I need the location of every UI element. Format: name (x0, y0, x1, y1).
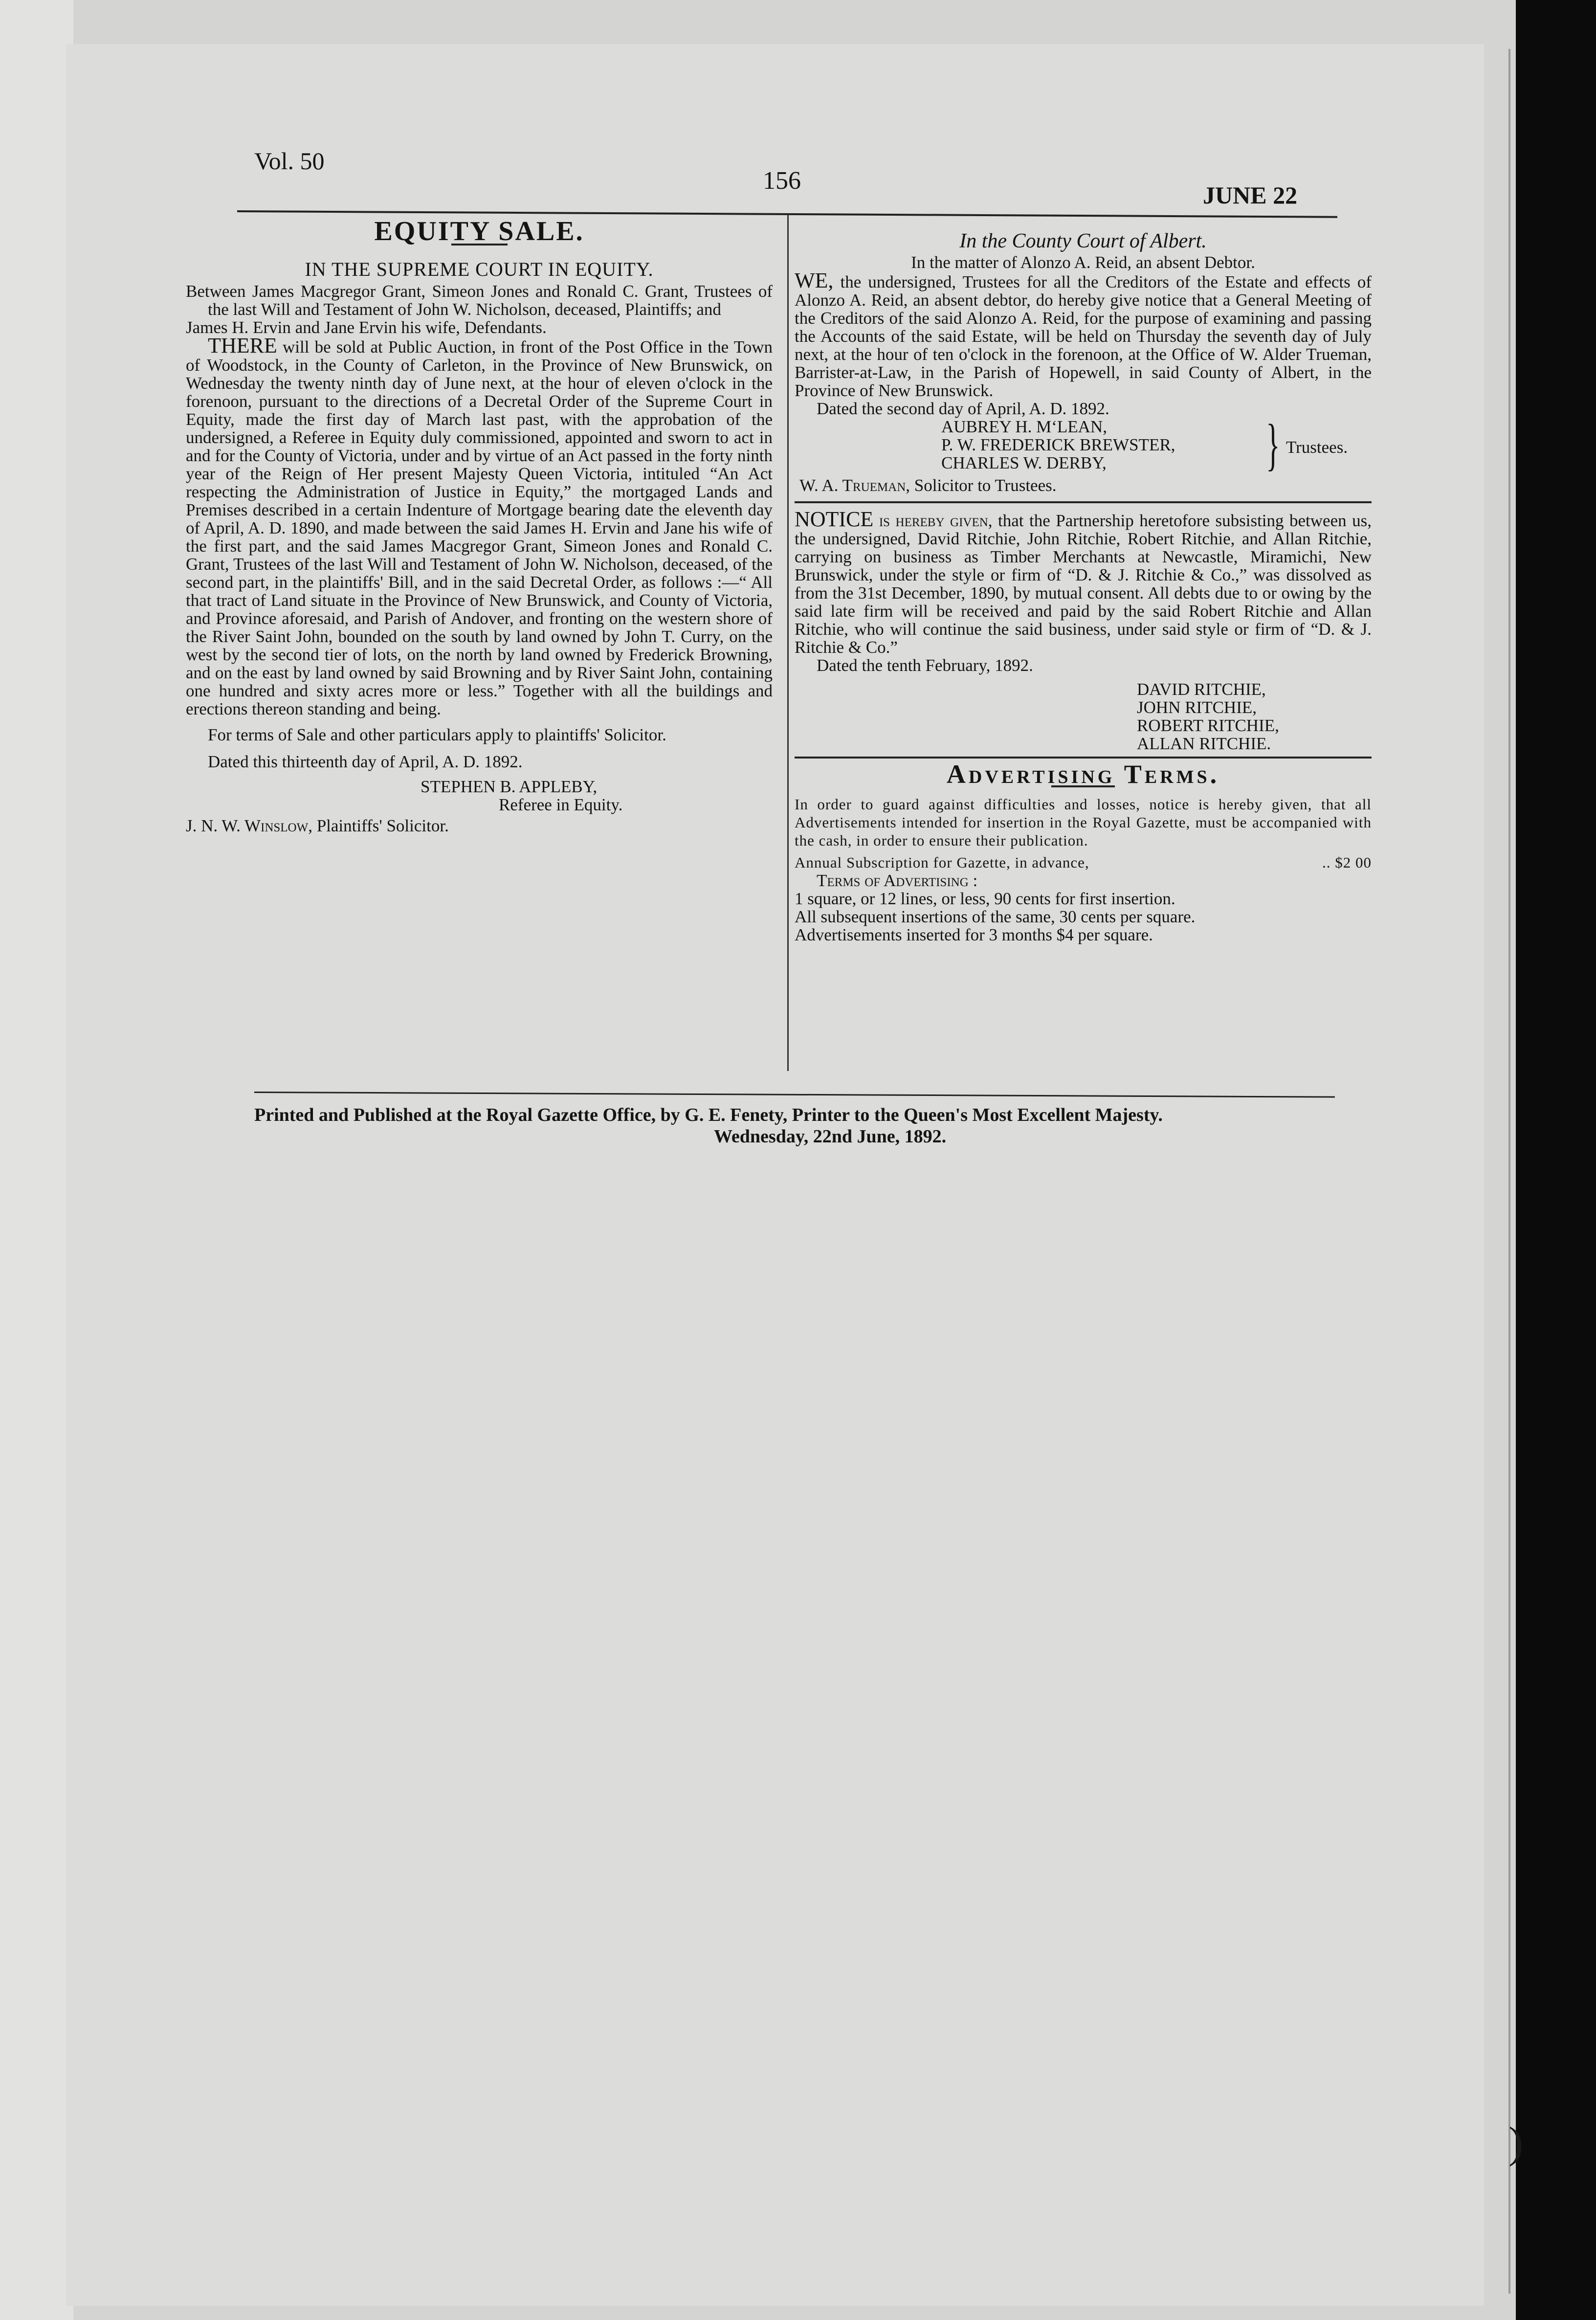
annual-subscription-label: Annual Subscription for Gazette, in advance, (795, 854, 1089, 871)
signer-name: ALLAN RITCHIE. (1137, 734, 1271, 753)
partnership-notice-text: that the Partnership heretofore subsisting between us, the undersigned, David Ritchie, John Ritchie, Robert Ritchie, and Allan Ritchie, carrying on business as Timber Merchants at Newcastle, Miramichi, New Brunswick, under the style or firm of “D. & J. Ritchie & Co.,” was dissolved as from the 31st December, 1890, by mutual consent. All debts due to or owing by the said late firm will be received and paid by the said Robert Ritchie and Allan Ritchie, who will continue the said business, under said style or firm of “D. & J. Ritchie & Co.” (795, 511, 1372, 657)
debtor-matter: In the matter of Alonzo A. Reid, an absent Debtor. (911, 253, 1255, 272)
annual-subscription-price: .. $2 00 (1322, 854, 1372, 871)
solicitor-role: Plaintiffs' Solicitor. (316, 816, 449, 835)
left-column (186, 216, 773, 835)
brace-glyph: } (1266, 412, 1280, 476)
issue-date: JUNE 22 (1203, 181, 1298, 209)
volume-number: Vol. 50 (254, 147, 325, 175)
creditors-notice (795, 268, 1372, 400)
partnership-dated: Dated the tenth February, 1892. (817, 656, 1033, 675)
advertising-note: In order to guard against difficulties and losses, notice is hereby given, that all Advertisements intended for insertion in the Royal Gazette, must be accompanied with the cash, in order to ensure their publication. (795, 796, 1372, 849)
referee-name: STEPHEN B. APPLEBY, (421, 777, 598, 796)
referee-title: Referee in Equity. (499, 795, 623, 814)
imprint-footer (254, 1104, 1359, 1147)
sale-notice-first-word: THERE (208, 334, 277, 357)
trustees-solicitor (795, 476, 1372, 494)
trustees-label: Trustees. (1286, 438, 1348, 457)
creditors-notice-text: the undersigned, Trustees for all the Creditors of the Estate and effects of Alonzo A. Reid, an absent debtor, do hereby give notice that a General Meeting of the Creditors of the said Alonzo A. Reid, for the purpose of examining and passing the Accounts of the said Estate, will be held on Thursday the seventh day of July next, at the hour of ten o'clock in the forenoon, at the Office of W. Alder Trueman, Barrister-at-Law, in the Parish of Hopewell, in said County of Albert, in the Province of New Brunswick. (795, 272, 1372, 400)
binder-ring-icon: ) (1508, 2119, 1523, 2167)
sale-notice-body (186, 336, 773, 718)
trustee-name: P. W. FREDERICK BREWSTER, (941, 435, 1175, 454)
terms-of-advertising-heading: Terms of Advertising : (817, 871, 978, 890)
partnership-notice (795, 507, 1372, 657)
imprint-date: Wednesday, 22nd June, 1892. (714, 1126, 947, 1147)
column-divider (787, 215, 789, 1071)
advertising-term: Advertisements inserted for 3 months $4 per square. (795, 925, 1153, 944)
page-number: 156 (763, 167, 801, 195)
annual-subscription (795, 853, 1372, 871)
trustees-block (795, 412, 1372, 476)
county-court-heading: In the County Court of Albert. (959, 230, 1207, 252)
trustee-name: AUBREY H. M‘LEAN, (941, 417, 1107, 436)
sale-notice-text: will be sold at Public Auction, in front of the Post Office in the Town of Woodstock, in the County of Carleton, in the Province of New Brunswick, on Wednesday the twenty ninth day of June next, at the hour of eleven o'clock in the forenoon, pursuant to the directions of a Decretal Order of the Supreme Court in Equity, made the first day of March last past, with the approbation of the undersigned, a Referee in Equity duly commissioned, appointed and sworn to act in and for the County of Victoria, under and by virtue of an Act passed in the forty ninth year of the Reign of Her present Majesty Queen Victoria, intituled “An Act respecting the Administration of Justice in Equity,” the mortgaged Lands and Premises described in a certain Indenture of Mortgage bearing date the eleventh day of April, A. D. 1890, and made between the said James H. Ervin and Jane his wife of the first part, and the said James Macgregor Grant, Simeon Jones and Ronald C. Grant, Trustees of the last Will and Testament of John W. Nicholson, deceased, of the second part, in the plaintiffs' Bill, and in the said Decretal Order, as follows :—“ All that tract of Land situate in the Province of New Brunswick, and County of Victoria, and Province aforesaid, and Parish of Andover, and fronting on the western shore of the River Saint John, bounded on the south by land owned by John T. Curry, on the west by the second tier of lots, on the north by land owned by Frederick Browning, and on the east by land owned by said Browning and by River Saint John, containing one hundred and sixty acres more or less.” Together with all the buildings and erections thereon standing and being. (186, 337, 773, 718)
sale-dated: Dated this thirteenth day of April, A. D. 1892. (208, 752, 523, 771)
notice-given-phrase: is hereby given, (879, 511, 993, 530)
trustee-name: CHARLES W. DERBY, (941, 453, 1107, 472)
signer-name: JOHN RITCHIE, (1137, 698, 1257, 717)
advertising-term: All subsequent insertions of the same, 30 cents per square. (795, 907, 1196, 926)
section-rule (795, 501, 1372, 503)
supreme-court-heading: IN THE SUPREME COURT IN EQUITY. (305, 258, 654, 280)
sale-terms: For terms of Sale and other particulars apply to plaintiffs' Solicitor. (208, 725, 666, 744)
section-rule (795, 757, 1372, 758)
trustees-solicitor-name: W. A. Trueman, (799, 476, 910, 495)
right-column (795, 227, 1372, 944)
page-edge-rule (1508, 49, 1510, 2294)
trustee-names (941, 412, 1284, 476)
parties-plaintiffs: Between James Macgregor Grant, Simeon Jones and Ronald C. Grant, Trustees of the last Will and Testament of John W. Nicholson, deceased, Plaintiffs; and (186, 282, 773, 319)
signer-name: DAVID RITCHIE, (1137, 680, 1266, 699)
advertising-terms-title: Advertising Terms. (946, 759, 1220, 789)
solicitor-name: J. N. W. Winslow, (186, 816, 312, 835)
partnership-notice-first-word: NOTICE (795, 507, 874, 531)
equity-sale-title: EQUITY SALE. (374, 216, 584, 246)
creditors-notice-first-word: WE, (795, 268, 834, 292)
creditors-dated: Dated the second day of April, A. D. 1892. (817, 399, 1109, 418)
advertising-term: 1 square, or 12 lines, or less, 90 cents for first insertion. (795, 889, 1175, 908)
binding-gutter (0, 0, 73, 2320)
trustees-solicitor-role: Solicitor to Trustees. (914, 476, 1057, 495)
plaintiffs-solicitor (186, 817, 773, 835)
ritchie-signers (795, 680, 1372, 753)
imprint-line: Printed and Published at the Royal Gazette Office, by G. E. Fenety, Printer to the Queen's Most Excellent Majesty. (254, 1105, 1163, 1125)
parties-defendants: James H. Ervin and Jane Ervin his wife, Defendants. (186, 318, 547, 337)
signer-name: ROBERT RITCHIE, (1137, 716, 1279, 735)
